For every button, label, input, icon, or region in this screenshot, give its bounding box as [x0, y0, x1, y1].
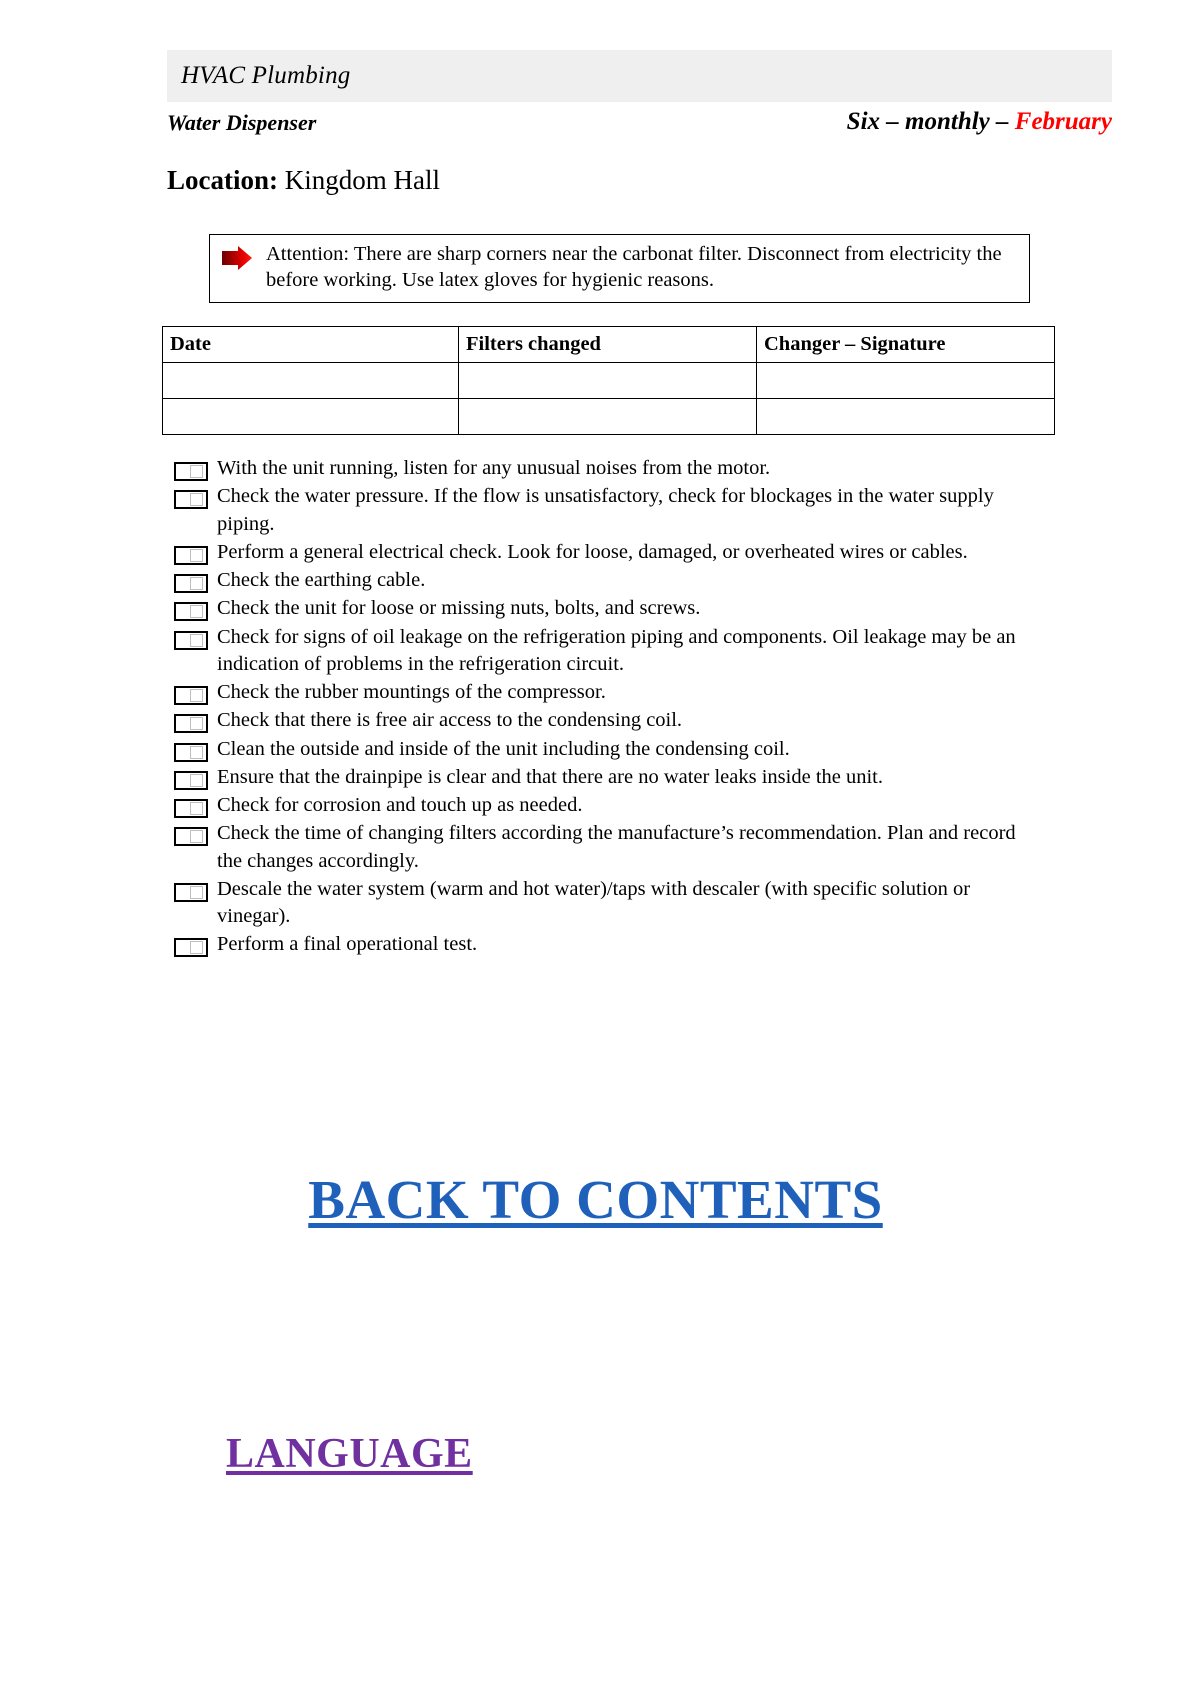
checklist-item-label: Ensure that the drainpipe is clear and that there are no water leaks inside the unit.	[217, 765, 883, 788]
checklist-item-label: Check for signs of oil leakage on the refrigeration piping and components. Oil leakage may be an indication of problems in the refrigeration circuit.	[217, 625, 1016, 675]
checkbox-icon[interactable]	[174, 462, 208, 481]
table-header-date: Date	[163, 327, 459, 363]
header-band-title: HVAC Plumbing	[181, 62, 351, 89]
checklist-item-label: Check the earthing cable.	[217, 569, 426, 591]
checklist-item[interactable]	[174, 820, 1034, 875]
checklist-item-label: Check the water pressure. If the flow is unsatisfactory, check for blockages in the water supply piping.	[217, 485, 994, 535]
checkbox-icon[interactable]	[174, 771, 208, 790]
checkbox-icon[interactable]	[174, 714, 208, 733]
cell-filters-changed[interactable]	[459, 363, 757, 399]
checklist-item[interactable]	[174, 679, 1034, 706]
checklist-item[interactable]	[174, 595, 1034, 622]
checklist-item[interactable]	[174, 624, 1034, 679]
checkbox-icon[interactable]	[174, 490, 208, 509]
document-header-band	[167, 50, 1112, 102]
table-header-filters-changed: Filters changed	[459, 327, 757, 363]
table-row[interactable]	[163, 399, 1055, 435]
document-subheader	[167, 110, 1112, 146]
checklist-item-label: With the unit running, listen for any unusual noises from the motor.	[217, 457, 771, 479]
table-row[interactable]	[163, 363, 1055, 399]
checklist-item[interactable]	[174, 764, 1034, 791]
checklist-item[interactable]	[174, 483, 1034, 538]
checklist-item-label: Check the rubber mountings of the compressor.	[217, 681, 606, 703]
checklist-item-label: Perform a final operational test.	[217, 933, 478, 956]
schedule-label	[847, 108, 1112, 136]
table-header-row	[163, 327, 1055, 363]
checkbox-icon[interactable]	[174, 546, 208, 565]
checklist-item-label: Check that there is free air access to the condensing coil.	[217, 709, 683, 732]
schedule-month: February	[1014, 108, 1112, 135]
checklist-item[interactable]	[174, 931, 1034, 958]
language-link[interactable]: LANGUAGE	[226, 1431, 473, 1477]
checkbox-icon[interactable]	[174, 574, 208, 593]
checklist-item[interactable]	[174, 539, 1034, 566]
cell-date[interactable]	[163, 399, 459, 435]
checklist-item[interactable]	[174, 876, 1034, 931]
schedule-frequency: Six – monthly –	[846, 108, 1015, 135]
checkbox-icon[interactable]	[174, 686, 208, 705]
back-to-contents-container	[0, 1168, 1191, 1231]
equipment-name: Water Dispenser	[167, 110, 317, 135]
checklist-item-label: Check for corrosion and touch up as needed.	[217, 794, 583, 816]
checkbox-icon[interactable]	[174, 883, 208, 902]
checklist-item[interactable]	[174, 567, 1034, 594]
table-header-changer-signature: Changer – Signature	[757, 327, 1055, 363]
checklist-item[interactable]	[174, 455, 1034, 482]
checkbox-icon[interactable]	[174, 631, 208, 650]
checkbox-icon[interactable]	[174, 602, 208, 621]
attention-text: Attention: There are sharp corners near the carbonat filter. Disconnect from electricity the before working. Use latex gloves for hygienic reasons.	[266, 243, 1002, 291]
checklist-item[interactable]	[174, 792, 1034, 819]
checklist-item-label: Check the time of changing filters according the manufacture’s recommendation. Plan and record the changes accordingly.	[217, 822, 1016, 872]
filter-change-log-table	[162, 326, 1055, 435]
maintenance-checklist	[174, 455, 1034, 960]
checklist-item-label: Perform a general electrical check. Look for loose, damaged, or overheated wires or cables.	[217, 540, 968, 563]
cell-filters-changed[interactable]	[459, 399, 757, 435]
checkbox-icon[interactable]	[174, 743, 208, 762]
checkbox-icon[interactable]	[174, 799, 208, 818]
checklist-item[interactable]	[174, 707, 1034, 734]
checklist-item-label: Clean the outside and inside of the unit including the condensing coil.	[217, 737, 790, 760]
location-label: Location:	[167, 165, 278, 195]
checkbox-icon[interactable]	[174, 827, 208, 846]
back-to-contents-link[interactable]: BACK TO CONTENTS	[308, 1169, 883, 1230]
cell-date[interactable]	[163, 363, 459, 399]
checkbox-icon[interactable]	[174, 938, 208, 957]
cell-changer-signature[interactable]	[757, 399, 1055, 435]
language-container	[226, 1430, 473, 1478]
location-value: Kingdom Hall	[284, 165, 440, 195]
attention-box	[209, 234, 1030, 303]
checklist-item-label: Check the unit for loose or missing nuts, bolts, and screws.	[217, 597, 701, 620]
cell-changer-signature[interactable]	[757, 363, 1055, 399]
red-arrow-icon	[220, 245, 254, 271]
location-line	[167, 165, 440, 196]
checklist-item-label: Descale the water system (warm and hot water)/taps with descaler (with specific solution or vinegar).	[217, 877, 971, 927]
checklist-item[interactable]	[174, 736, 1034, 763]
